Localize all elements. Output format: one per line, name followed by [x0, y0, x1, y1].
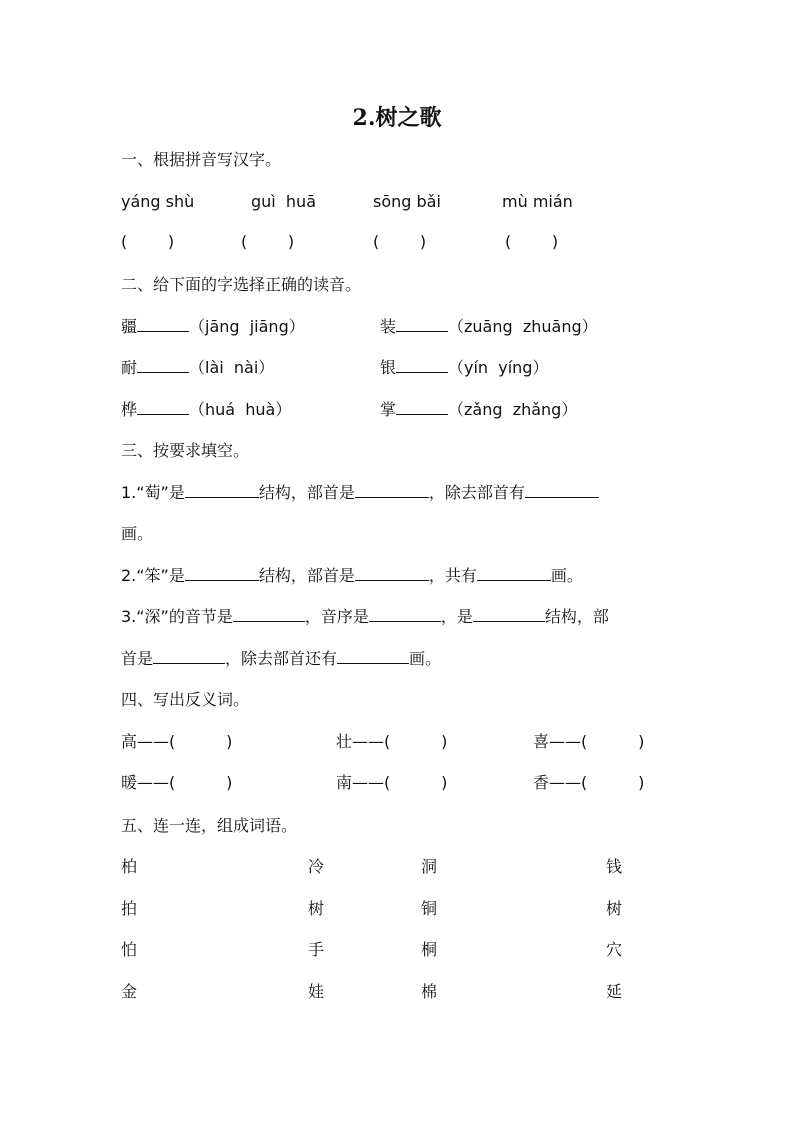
pinyin-2: guì huā [251, 192, 316, 211]
reading-options: （zuāng zhuāng） [448, 317, 598, 336]
answer-paren-2[interactable]: ( ) [241, 232, 295, 251]
match-char[interactable]: 冷 [308, 857, 325, 876]
answer-paren-4[interactable]: ( ) [505, 232, 559, 251]
question-2 [121, 566, 583, 586]
match-char[interactable]: 树 [606, 899, 623, 918]
answer-blank[interactable] [137, 358, 189, 373]
answer-paren-1[interactable]: ( ) [121, 232, 175, 251]
answer-blank[interactable] [396, 358, 448, 373]
question-text: 首是 [121, 649, 154, 668]
answer-blank[interactable] [355, 483, 429, 498]
question-text: ，除去部首还有 [225, 649, 338, 668]
reading-char: 桦 [121, 400, 138, 419]
question-text: ，除去部首有 [428, 483, 525, 502]
question-3-cont [121, 649, 441, 669]
pinyin-3: sōng bǎi [373, 192, 441, 211]
section-5-heading: 五、连一连，组成词语。 [121, 816, 298, 835]
answer-blank[interactable] [396, 317, 448, 332]
question-text: 结构，部首是 [258, 483, 355, 502]
antonym-item[interactable]: 香——( ) [533, 773, 645, 792]
antonym-item[interactable]: 喜——( ) [533, 732, 645, 751]
question-text: 结构，部 [544, 607, 609, 626]
answer-blank[interactable] [525, 483, 599, 498]
answer-blank[interactable] [137, 317, 189, 332]
answer-blank[interactable] [185, 483, 259, 498]
answer-paren-3[interactable]: ( ) [373, 232, 427, 251]
question-1-end: 画。 [121, 524, 154, 543]
section-3-heading: 三、按要求填空。 [121, 441, 250, 460]
match-char[interactable]: 棉 [421, 982, 438, 1001]
match-char[interactable]: 穴 [606, 940, 623, 959]
reading-options: （yín yíng） [448, 358, 549, 377]
page-title: 2.树之歌 [352, 105, 442, 131]
match-char[interactable]: 树 [308, 899, 325, 918]
answer-blank[interactable] [185, 566, 259, 581]
section-4-heading: 四、写出反义词。 [121, 690, 250, 709]
answer-blank[interactable] [473, 607, 545, 622]
match-char[interactable]: 洞 [421, 857, 438, 876]
question-text: ，音序是 [304, 607, 369, 626]
match-char[interactable]: 手 [308, 940, 325, 959]
answer-blank[interactable] [233, 607, 305, 622]
reading-options: （lài nài） [189, 358, 275, 377]
reading-options: （jāng jiāng） [189, 317, 305, 336]
antonym-item[interactable]: 暖——( ) [121, 773, 233, 792]
question-3 [121, 607, 609, 627]
reading-char: 耐 [121, 358, 138, 377]
answer-blank[interactable] [369, 607, 441, 622]
answer-blank[interactable] [137, 400, 189, 415]
reading-char: 银 [380, 358, 397, 377]
question-text: 1.“萄”是 [121, 483, 185, 502]
question-text: 结构，部首是 [258, 566, 355, 585]
pinyin-1: yáng shù [121, 192, 195, 211]
match-char[interactable]: 金 [121, 982, 138, 1001]
question-text: 3.“深”的音节是 [121, 607, 233, 626]
antonym-item[interactable]: 高——( ) [121, 732, 233, 751]
match-char[interactable]: 娃 [308, 982, 325, 1001]
reading-options: （zǎng zhǎng） [448, 400, 578, 419]
match-char[interactable]: 拍 [121, 899, 138, 918]
antonym-item[interactable]: 南——( ) [336, 773, 448, 792]
reading-item [380, 400, 577, 420]
match-char[interactable]: 铜 [421, 899, 438, 918]
section-1-heading: 一、根据拼音写汉字。 [121, 150, 282, 169]
answer-blank[interactable] [477, 566, 551, 581]
match-char[interactable]: 怕 [121, 940, 138, 959]
answer-blank[interactable] [337, 649, 409, 664]
reading-char: 疆 [121, 317, 138, 336]
answer-blank[interactable] [355, 566, 429, 581]
answer-blank[interactable] [153, 649, 225, 664]
reading-item [121, 317, 305, 337]
answer-blank[interactable] [396, 400, 448, 415]
reading-item [380, 358, 548, 378]
antonym-item[interactable]: 壮——( ) [336, 732, 448, 751]
reading-char: 掌 [380, 400, 397, 419]
match-char[interactable]: 柏 [121, 857, 138, 876]
question-text: 画。 [409, 649, 442, 668]
question-text: 2.“笨”是 [121, 566, 185, 585]
match-char[interactable]: 钱 [606, 857, 623, 876]
reading-item [121, 400, 291, 420]
reading-item [380, 317, 598, 337]
pinyin-4: mù mián [502, 192, 573, 211]
question-text: 画。 [550, 566, 583, 585]
question-1 [121, 483, 599, 503]
match-char[interactable]: 延 [606, 982, 623, 1001]
section-2-heading: 二、给下面的字选择正确的读音。 [121, 275, 362, 294]
question-text: ，共有 [428, 566, 477, 585]
reading-options: （huá huà） [189, 400, 292, 419]
reading-char: 装 [380, 317, 397, 336]
question-text: ，是 [440, 607, 473, 626]
reading-item [121, 358, 274, 378]
match-char[interactable]: 桐 [421, 940, 438, 959]
